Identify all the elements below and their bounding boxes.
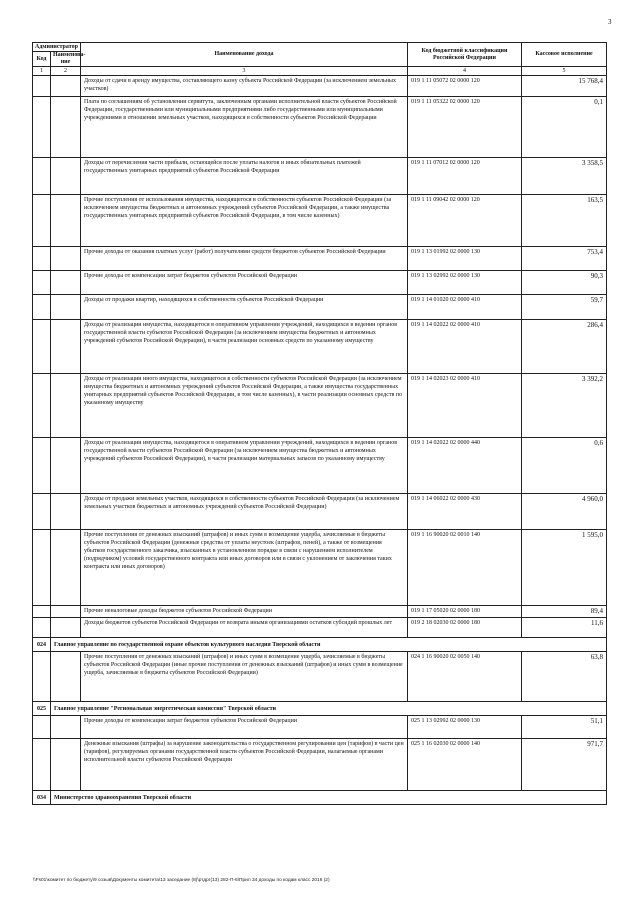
admin-code-cell xyxy=(33,494,51,530)
admin-name-cell xyxy=(51,158,81,195)
admin-code-cell xyxy=(33,618,51,638)
admin-name-cell xyxy=(51,494,81,530)
income-name: Прочие доходы от компенсации затрат бюджетов субъектов Российской Федерации xyxy=(81,716,408,739)
income-name: Прочие поступления от использования имущества, находящегося в собственности субъектов Российской Федерации (за исключением имущества бюджетных и автономных учреждений субъектов Российской Федерации, а также имущества государственных унитарных предприятий субъектов Российской Федерации, в том числе казенных) xyxy=(81,195,408,247)
cash-amount: 4 960,0 xyxy=(522,494,607,530)
header-admin-name: Наименова-ние xyxy=(51,52,81,67)
admin-name-cell xyxy=(51,247,81,271)
budget-code: 019 1 14 02022 02 0000 440 xyxy=(408,438,522,494)
column-number: 5 xyxy=(522,67,607,76)
table-row xyxy=(33,618,607,638)
group-row xyxy=(33,638,607,652)
income-name: Доходы от сдачи в аренду имущества, составляющего казну субъекта Российской Федерации (за исключением земельных участков) xyxy=(81,76,408,97)
admin-code-cell xyxy=(33,76,51,97)
header-budget-code: Код бюджетной классификации Российской Федерации xyxy=(408,43,522,67)
admin-name-cell xyxy=(51,716,81,739)
admin-code-cell xyxy=(33,271,51,295)
admin-name-cell xyxy=(51,97,81,158)
admin-name-cell xyxy=(51,618,81,638)
budget-code: 019 1 11 07012 02 0000 120 xyxy=(408,158,522,195)
budget-code: 019 1 14 06022 02 0000 430 xyxy=(408,494,522,530)
table-row xyxy=(33,716,607,739)
admin-name-cell xyxy=(51,295,81,320)
admin-code-cell xyxy=(33,158,51,195)
income-name: Плата по соглашениям об установлении сервитута, заключенным органами исполнительной власти субъектов Российской Федерации, государственными или муниципальными предприятиями либо государственными или муниципальными учреждениями в отношении земельных участков, находящихся в собственности субъектов Российской Федерации xyxy=(81,97,408,158)
group-row xyxy=(33,791,607,805)
header-administrator: Администратор xyxy=(33,43,81,52)
cash-amount: 11,6 xyxy=(522,618,607,638)
budget-code: 019 2 18 02030 02 0000 180 xyxy=(408,618,522,638)
column-number: 2 xyxy=(51,67,81,76)
cash-amount: 1 595,0 xyxy=(522,530,607,606)
column-number: 4 xyxy=(408,67,522,76)
cash-amount: 163,5 xyxy=(522,195,607,247)
cash-amount: 3 392,2 xyxy=(522,374,607,438)
admin-code-cell xyxy=(33,195,51,247)
admin-name-cell xyxy=(51,606,81,618)
admin-name-cell xyxy=(51,271,81,295)
cash-amount: 3 358,5 xyxy=(522,158,607,195)
table-row xyxy=(33,606,607,618)
admin-code-cell xyxy=(33,716,51,739)
budget-code: 019 1 17 05020 02 0000 180 xyxy=(408,606,522,618)
cash-amount: 0,6 xyxy=(522,438,607,494)
admin-name: Главное управление "Региональная энергетическая комиссия" Тверской области xyxy=(51,702,607,716)
admin-code-cell xyxy=(33,438,51,494)
revenue-table xyxy=(32,42,607,805)
cash-amount: 89,4 xyxy=(522,606,607,618)
admin-name-cell xyxy=(51,652,81,702)
budget-code: 019 1 13 02992 02 0000 130 xyxy=(408,271,522,295)
budget-code: 025 1 13 02992 02 0000 130 xyxy=(408,716,522,739)
budget-code: 019 1 11 09042 02 0000 120 xyxy=(408,195,522,247)
budget-code: 024 1 16 90020 02 0050 140 xyxy=(408,652,522,702)
cash-amount: 90,3 xyxy=(522,271,607,295)
page-number: 3 xyxy=(608,18,612,26)
admin-name-cell xyxy=(51,320,81,374)
cash-amount: 59,7 xyxy=(522,295,607,320)
header-income-name: Наименование дохода xyxy=(81,43,408,67)
table-row xyxy=(33,494,607,530)
group-row xyxy=(33,702,607,716)
header-code: Код xyxy=(33,52,51,67)
budget-code: 019 1 14 02023 02 0000 410 xyxy=(408,374,522,438)
table-row xyxy=(33,374,607,438)
income-name: Прочие неналоговые доходы бюджетов субъектов Российской Федерации xyxy=(81,606,408,618)
budget-code: 025 1 16 02030 02 0000 140 xyxy=(408,739,522,791)
budget-code: 019 1 14 01020 02 0000 410 xyxy=(408,295,522,320)
budget-code: 019 1 11 05322 02 0000 120 xyxy=(408,97,522,158)
income-name: Доходы от реализации иного имущества, находящегося в собственности субъектов Российской Федерации (за исключением имущества бюджетных и автономных учреждений субъектов Российской Федерации, а также имущества государственных унитарных предприятий субъектов Российской Федерации, в том числе казенных), в части реализации основных средств по указанному имуществу xyxy=(81,374,408,438)
table-body xyxy=(33,76,607,805)
admin-name-cell xyxy=(51,374,81,438)
income-name: Доходы от реализации имущества, находящегося в оперативном управлении учреждений, находящихся в ведении органов государственной власти субъектов Российской Федерации (за исключением имущества бюджетных и автономных учреждений субъектов Российской Федерации), в части реализации основных средств по указанному имуществу xyxy=(81,320,408,374)
cash-amount: 15 768,4 xyxy=(522,76,607,97)
income-name: Прочие доходы от оказания платных услуг (работ) получателями средств бюджетов субъектов Российской Федерации xyxy=(81,247,408,271)
budget-code: 019 1 16 90020 02 0010 140 xyxy=(408,530,522,606)
admin-name-cell xyxy=(51,530,81,606)
column-number: 1 xyxy=(33,67,51,76)
cash-amount: 51,1 xyxy=(522,716,607,739)
income-name: Прочие поступления от денежных взысканий (штрафов) и иных сумм в возмещение ущерба, зачисляемые в бюджеты субъектов Российской Федерации (денежные средства от уплаты неустоек (штрафов, пеней), а также от возмещения убытков государственного заказчика, взысканных в установленном порядке в связи с нарушением исполнителем (подрядчиком) условий государственного контракта или иных договоров или в связи с уклонением от заключения таких контракта или иных договоров) xyxy=(81,530,408,606)
file-path-footer: \\Fs01\комитет по бюджету\9 созыв\Документы комитета\13 заседание (8)\ртдрг(13) 282-П-6\Прил 34 доходы по кодам класс 2016 (2) xyxy=(33,878,330,883)
income-name: Денежные взыскания (штрафы) за нарушение законодательства о государственном регулировании цен (тарифов) в части цен (тарифов), регулируемых органами государственной власти субъектов Российской Федерации, налагаемые органами исполнительной власти субъектов Российской Федерации xyxy=(81,739,408,791)
income-name: Прочие доходы от компенсации затрат бюджетов субъектов Российской Федерации xyxy=(81,271,408,295)
income-name: Доходы от продажи квартир, находящихся в собственности субъектов Российской Федерации xyxy=(81,295,408,320)
admin-code-cell xyxy=(33,320,51,374)
admin-name-cell xyxy=(51,76,81,97)
income-name: Доходы от реализации имущества, находящегося в оперативном управлении учреждений, находящихся в ведении органов государственной власти субъектов Российской Федерации (за исключением имущества бюджетных и автономных учреждений субъектов Российской Федерации), в части реализации материальных запасов по указанному имуществу xyxy=(81,438,408,494)
table-row xyxy=(33,438,607,494)
admin-code-cell xyxy=(33,652,51,702)
admin-name-cell xyxy=(51,438,81,494)
column-number: 3 xyxy=(81,67,408,76)
admin-code-cell xyxy=(33,97,51,158)
table-row xyxy=(33,76,607,97)
budget-code: 019 1 11 05072 02 0000 120 xyxy=(408,76,522,97)
cash-amount: 971,7 xyxy=(522,739,607,791)
table-row xyxy=(33,158,607,195)
budget-code: 019 1 13 01992 02 0000 130 xyxy=(408,247,522,271)
admin-code-cell xyxy=(33,739,51,791)
admin-code: 034 xyxy=(33,791,51,805)
cash-amount: 63,8 xyxy=(522,652,607,702)
table-row xyxy=(33,271,607,295)
income-name: Прочие поступления от денежных взысканий (штрафов) и иных сумм в возмещение ущерба, зачисляемые в бюджеты субъектов Российской Федерации (иные прочие поступления от денежных взысканий (штрафов) и иных сумм в возмещение ущерба, зачисляемые в бюджеты субъектов Российской Федерации) xyxy=(81,652,408,702)
admin-code: 025 xyxy=(33,702,51,716)
income-name: Доходы от продажи земельных участков, находящихся в собственности субъектов Российской Федерации (за исключением земельных участков бюджетных и автономных учреждений субъектов Российской Федерации) xyxy=(81,494,408,530)
table-row xyxy=(33,247,607,271)
table-row xyxy=(33,652,607,702)
admin-name-cell xyxy=(51,739,81,791)
header-cash-execution: Кассовое исполнение xyxy=(522,43,607,67)
income-name: Доходы бюджетов субъектов Российской Федерации от возврата иными организациями остатков субсидий прошлых лет xyxy=(81,618,408,638)
admin-code-cell xyxy=(33,247,51,271)
admin-code: 024 xyxy=(33,638,51,652)
admin-name-cell xyxy=(51,195,81,247)
table-row xyxy=(33,97,607,158)
admin-code-cell xyxy=(33,374,51,438)
admin-name: Главное управление по государственной охране объектов культурного наследия Тверской области xyxy=(51,638,607,652)
cash-amount: 286,4 xyxy=(522,320,607,374)
table-row xyxy=(33,320,607,374)
table-row xyxy=(33,530,607,606)
cash-amount: 753,4 xyxy=(522,247,607,271)
table-row xyxy=(33,739,607,791)
table-row xyxy=(33,295,607,320)
cash-amount: 0,1 xyxy=(522,97,607,158)
admin-code-cell xyxy=(33,606,51,618)
income-name: Доходы от перечисления части прибыли, остающейся после уплаты налогов и иных обязательных платежей государственных унитарных предприятий субъектов Российской Федерации xyxy=(81,158,408,195)
admin-code-cell xyxy=(33,530,51,606)
admin-code-cell xyxy=(33,295,51,320)
table-row xyxy=(33,195,607,247)
column-numbers-row xyxy=(33,67,607,76)
budget-code: 019 1 14 02022 02 0000 410 xyxy=(408,320,522,374)
admin-name: Министерство здравоохранения Тверской области xyxy=(51,791,607,805)
